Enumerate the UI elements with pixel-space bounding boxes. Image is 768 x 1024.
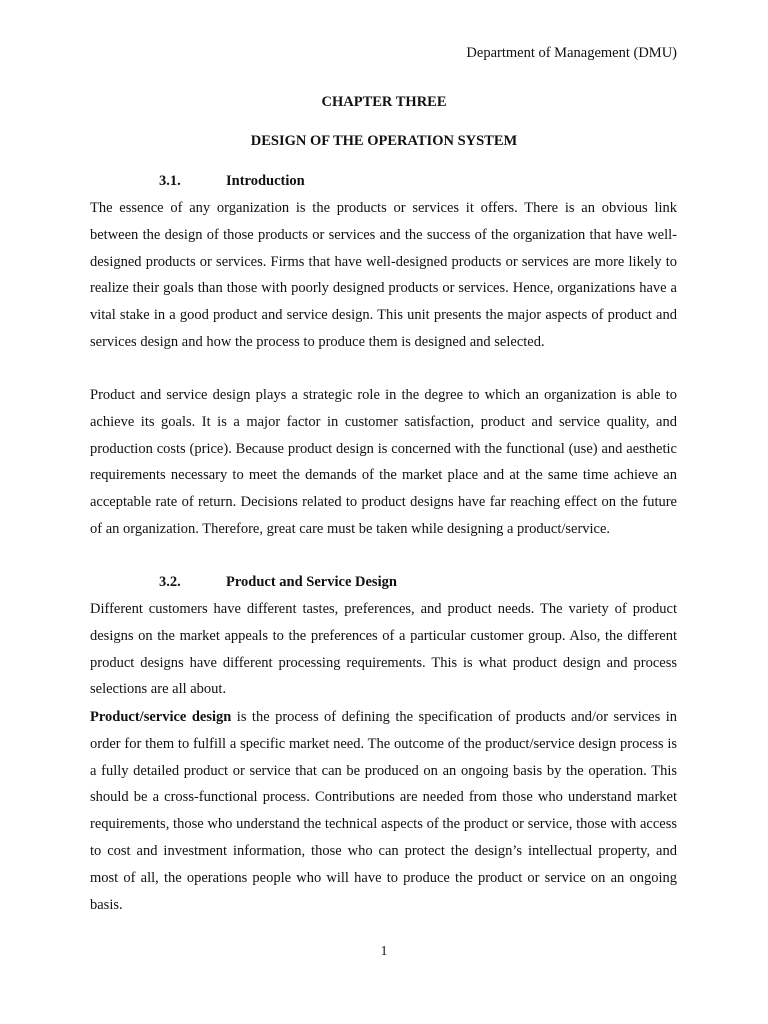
section-number: 3.2.	[159, 574, 181, 590]
section-number: 3.1.	[159, 173, 181, 189]
section-heading-introduction	[159, 173, 305, 190]
paragraph-intro-2: Product and service design plays a strategic role in the degree to which an organization is able to achieve its goals. It is a major factor in customer satisfaction, product and service quality, and production costs (price). Because product design is concerned with the functional (use) and aesthetic requirements necessary to meet the demands of the market place and at the same time achieve an acceptable rate of return. Decisions related to product designs have far reaching effect on the future of an organization. Therefore, great care must be taken while designing a product/service.	[90, 387, 677, 537]
section-title: Product and Service Design	[226, 574, 397, 590]
running-header: Department of Management (DMU)	[466, 45, 677, 61]
paragraph-design-definition	[90, 704, 677, 918]
chapter-label: CHAPTER THREE	[321, 94, 447, 110]
section-heading-product-service-design	[159, 574, 397, 591]
section-title: Introduction	[226, 173, 305, 189]
page-number: 1	[380, 943, 388, 958]
chapter-title: DESIGN OF THE OPERATION SYSTEM	[250, 133, 518, 149]
defined-term: Product/service design	[90, 709, 232, 725]
paragraph-design-1: Different customers have different tastes, preferences, and product needs. The variety of product designs on the market appeals to the preferences of a particular customer group. Also, the different product designs have different processing requirements. This is what product design and process selections are all about.	[90, 601, 677, 698]
paragraph-intro-1: The essence of any organization is the products or services it offers. There is an obvious link between the design of those products or services and the success of the organization that have well-designed products or services. Firms that have well-designed products or services are more likely to realize their goals than those with poorly designed products or services. Hence, organizations have a vital stake in a good product and service design. This unit presents the major aspects of product and services design and how the process to produce them is designed and selected.	[90, 200, 677, 350]
definition-text: is the process of defining the specification of products and/or services in order for them to fulfill a specific market need. The outcome of the product/service design process is a fully detailed product or service that can be produced on an ongoing basis by the operation. This should be a cross-functional process. Contributions are needed from those who understand market requirements, those who understand the technical aspects of the product or service, those with access to cost and investment information, those who can protect the design’s intellectual property, and most of all, the operations people who will have to produce the product or service on an ongoing basis.	[90, 709, 677, 913]
